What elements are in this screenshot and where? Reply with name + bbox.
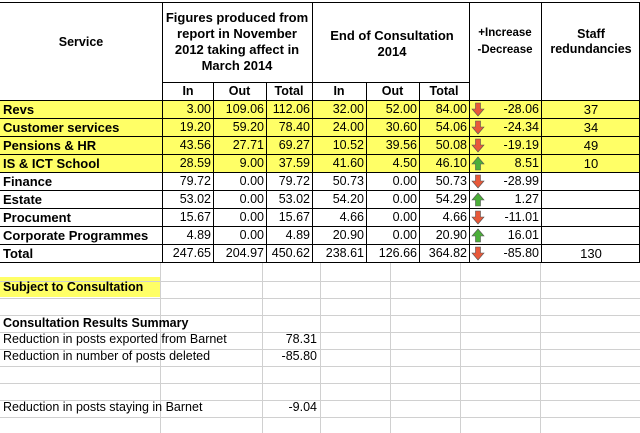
arrow-down-icon (471, 210, 485, 225)
gridline-light (390, 263, 391, 433)
grid-line (213, 82, 214, 262)
subheader-total-2: Total (429, 84, 459, 99)
cell-out2: 0.00 (392, 191, 417, 206)
cell-change: -28.06 (503, 101, 539, 116)
cell-in2: 50.73 (332, 173, 364, 188)
arrow-down-icon (471, 138, 485, 153)
cell-out2: 39.56 (385, 137, 417, 152)
cell-in1: 15.67 (179, 209, 211, 224)
cell-total1: 69.27 (278, 137, 310, 152)
cell-total2: 364.82 (428, 245, 467, 260)
cell-in1: 53.02 (179, 191, 211, 206)
subheader-total-1: Total (274, 84, 304, 99)
cell-total1: 4.89 (285, 227, 310, 242)
cell-total2: 46.10 (435, 155, 467, 170)
cell-total1: 53.02 (278, 191, 310, 206)
grid-line (0, 100, 640, 101)
cell-out1: 0.00 (239, 209, 264, 224)
gridline-light (460, 263, 461, 433)
grid-line (0, 208, 640, 209)
cell-out1: 0.00 (239, 191, 264, 206)
cell-in1: 43.56 (179, 137, 211, 152)
cell-out1: 109.06 (225, 101, 264, 116)
subheader-out-1: Out (228, 84, 251, 99)
grid-line (0, 190, 640, 191)
cell-total2: 84.00 (435, 101, 467, 116)
cell-out1: 0.00 (239, 173, 264, 188)
grid-line (469, 2, 470, 262)
subheader-out-2: Out (381, 84, 404, 99)
grid-line (162, 2, 163, 262)
arrow-up-icon (471, 156, 485, 171)
cell-in2: 238.61 (325, 245, 364, 260)
cell-staff: 37 (583, 101, 599, 117)
row-service-label: Estate (3, 191, 43, 207)
cell-out2: 52.00 (385, 101, 417, 116)
header-increase: +Increase (478, 26, 532, 39)
cell-in2: 32.00 (332, 101, 364, 116)
cell-change: -24.34 (503, 119, 539, 134)
cell-out2: 30.60 (385, 119, 417, 134)
grid-line (266, 82, 267, 262)
gridline-light (320, 263, 321, 433)
grid-line (0, 172, 640, 173)
cell-staff: 49 (583, 137, 599, 153)
cell-change: -19.19 (503, 137, 539, 152)
cell-out1: 204.97 (225, 245, 264, 260)
row-service-label: Customer services (3, 119, 120, 135)
cell-in2: 41.60 (332, 155, 364, 170)
subheader-in-2: In (333, 84, 345, 99)
cell-out1: 0.00 (239, 227, 264, 242)
cell-out1: 9.00 (239, 155, 264, 170)
row-service-label: IS & ICT School (3, 155, 100, 171)
cell-staff: 130 (580, 245, 602, 261)
cell-total2: 20.90 (435, 227, 467, 242)
row-service-label: Total (3, 245, 34, 261)
cell-in1: 247.65 (172, 245, 211, 260)
cell-total2: 50.08 (435, 137, 467, 152)
cell-out2: 126.66 (378, 245, 417, 260)
row-service-label: Revs (3, 101, 35, 117)
cell-in1: 79.72 (179, 173, 211, 188)
cell-total1: 78.40 (278, 119, 310, 134)
cell-in2: 24.00 (332, 119, 364, 134)
cell-in1: 3.00 (186, 101, 211, 116)
arrow-up-icon (471, 192, 485, 207)
cell-out2: 4.50 (392, 155, 417, 170)
arrow-down-icon (471, 102, 485, 117)
cell-total1: 37.59 (278, 155, 310, 170)
cell-out1: 27.71 (232, 137, 264, 152)
summary-title: Consultation Results Summary (3, 315, 189, 330)
cell-total1: 450.62 (271, 245, 310, 260)
grid-line (0, 118, 640, 119)
cell-change: 8.51 (514, 155, 539, 170)
cell-in2: 4.66 (339, 209, 364, 224)
header-end-consultation: End of Consultation 2014 (330, 28, 454, 59)
arrow-down-icon (471, 174, 485, 189)
cell-in1: 19.20 (179, 119, 211, 134)
summary-label-exported: Reduction in posts exported from Barnet (3, 332, 227, 347)
grid-line (366, 82, 367, 262)
cell-total2: 50.73 (435, 173, 467, 188)
summary-value-exported: 78.31 (285, 332, 317, 347)
row-service-label: Procument (3, 209, 71, 225)
cell-staff (542, 226, 640, 244)
cell-out1: 59.20 (232, 119, 264, 134)
cell-staff (542, 208, 640, 226)
cell-out2: 0.00 (392, 173, 417, 188)
cell-change: -28.99 (503, 173, 539, 188)
cell-change: -85.80 (503, 245, 539, 260)
cell-staff: 34 (583, 119, 599, 135)
header-service: Service (58, 34, 104, 49)
cell-out2: 0.00 (392, 227, 417, 242)
cell-total1: 112.06 (272, 101, 310, 116)
cell-in2: 20.90 (332, 227, 364, 242)
cell-out2: 0.00 (392, 209, 417, 224)
grid-line (0, 136, 640, 137)
cell-total2: 54.29 (435, 191, 467, 206)
cell-change: -11.01 (504, 209, 539, 224)
header-decrease: -Decrease (477, 44, 533, 56)
summary-label-staying: Reduction in posts staying in Barnet (3, 400, 203, 415)
cell-staff: 10 (583, 155, 599, 171)
cell-in2: 10.52 (332, 137, 364, 152)
cell-change: 1.27 (514, 191, 539, 206)
subject-to-consultation-label: Subject to Consultation (3, 279, 144, 294)
cell-total1: 15.67 (278, 209, 310, 224)
row-service-label: Finance (3, 173, 53, 189)
row-service-label: Corporate Programmes (3, 227, 149, 243)
cell-total2: 54.06 (435, 119, 467, 134)
cell-in2: 54.20 (332, 191, 364, 206)
grid-line (0, 226, 640, 227)
summary-value-deleted: -85.80 (281, 349, 317, 364)
grid-line (0, 2, 640, 3)
cell-total1: 79.72 (278, 173, 310, 188)
cell-total2: 4.66 (442, 209, 467, 224)
arrow-down-icon (471, 246, 485, 261)
subheader-in-1: In (182, 84, 194, 99)
grid-line (541, 2, 542, 262)
cell-in1: 4.89 (186, 227, 211, 242)
cell-change: 16.01 (507, 227, 539, 242)
arrow-up-icon (471, 228, 485, 243)
gridline-light (540, 263, 541, 433)
arrow-down-icon (471, 120, 485, 135)
header-staff-redundancies: Staff redundancies (550, 26, 632, 56)
grid-line (0, 154, 640, 155)
grid-line (312, 2, 313, 262)
cell-staff (542, 172, 640, 190)
summary-label-deleted: Reduction in number of posts deleted (3, 349, 211, 364)
row-service-label: Pensions & HR (3, 137, 97, 153)
cell-in1: 28.59 (179, 155, 211, 170)
cell-staff (542, 190, 640, 208)
summary-value-staying: -9.04 (288, 400, 317, 415)
grid-line (163, 82, 469, 83)
header-inc-dec (470, 3, 540, 81)
grid-line (0, 244, 640, 245)
header-figures: Figures produced from report in November 2012 taking affect in March 2014 (165, 10, 309, 73)
grid-line (419, 82, 420, 262)
